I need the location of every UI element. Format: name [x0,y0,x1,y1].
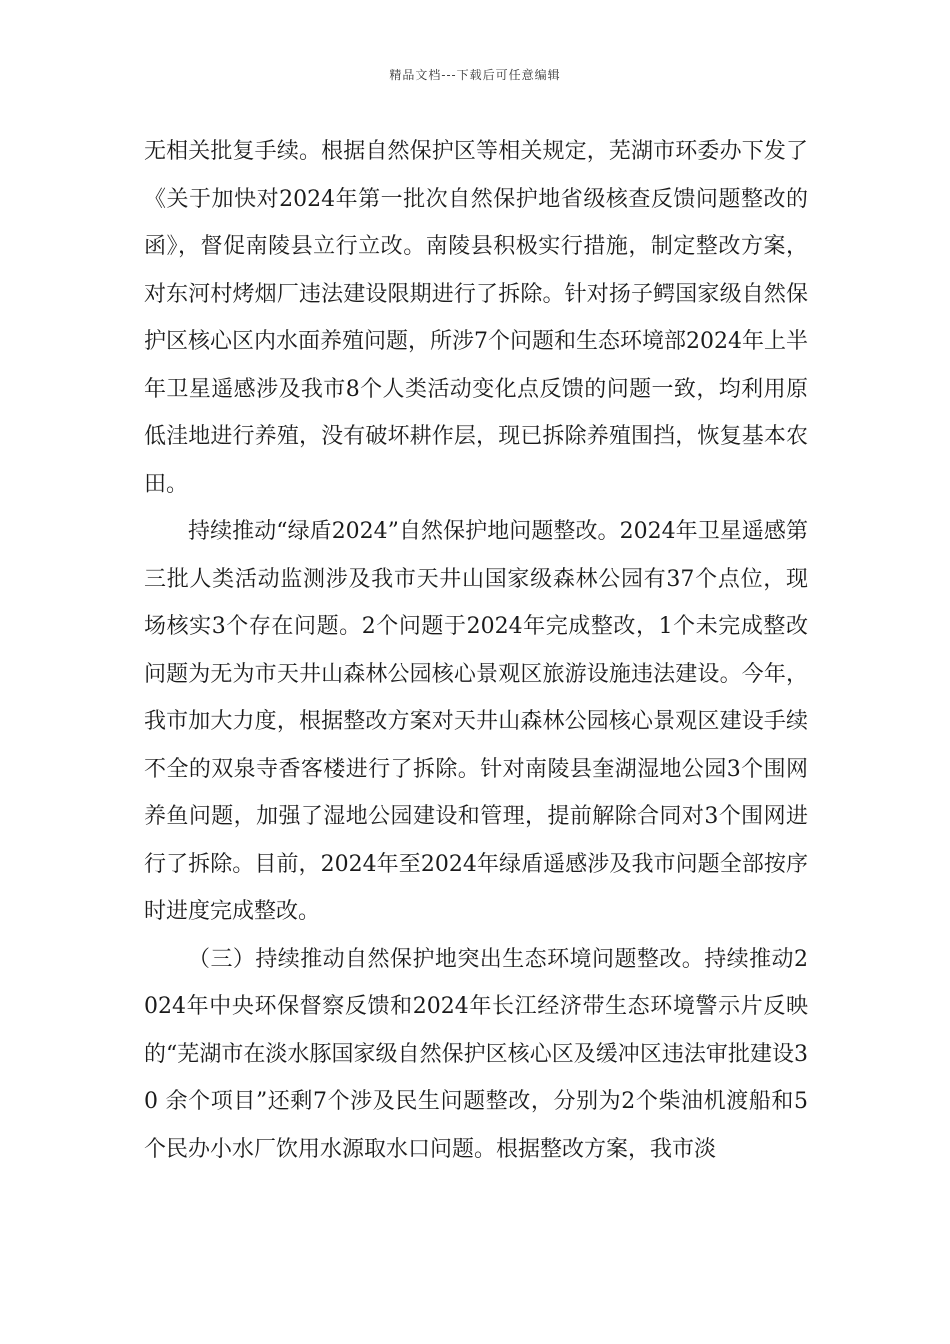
paragraph-3: （三）持续推动自然保护地突出生态环境问题整改。持续推动2024年中央环保督察反馈和2024年长江经济带生态环境警示片反映的“芜湖市在淡水豚国家级自然保护区核心区及缓冲区违法审批建设30 余个项目”还剩7个涉及民生问题整改，分别为2个柴油机渡船和5个民办小水厂饮用水源取水口问题。根据整改方案，我市淡 [144,946,808,1162]
page-header: 精品文档---下载后可任意编辑 [389,68,561,82]
paragraph-2: 持续推动“绿盾2024”自然保护地问题整改。2024年卫星遥感第三批人类活动监测涉及我市天井山国家级森林公园有37个点位，现场核实3个存在问题。2个问题于2024年完成整改，1个未完成整改问题为无为市天井山森林公园核心景观区旅游设施违法建设。今年，我市加大力度，根据整改方案对天井山森林公园核心景观区建设手续不全的双泉寺香客楼进行了拆除。针对南陵县奎湖湿地公园3个围网养鱼问题，加强了湿地公园建设和管理，提前解除合同对3个围网进行了拆除。目前，2024年至2024年绿盾遥感涉及我市问题全部按序时进度完成整改。 [144,519,808,924]
paragraph-1: 无相关批复手续。根据自然保护区等相关规定，芜湖市环委办下发了《关于加快对2024年第一批次自然保护地省级核查反馈问题整改的函》，督促南陵县立行立改。南陵县积极实行措施，制定整改方案，对东河村烤烟厂违法建设限期进行了拆除。针对扬子鳄国家级自然保护区核心区内水面养殖问题，所涉7个问题和生态环境部2024年上半年卫星遥感涉及我市8个人类活动变化点反馈的问题一致，均利用原低洼地进行养殖，没有破坏耕作层，现已拆除养殖围挡，恢复基本农田。 [144,139,808,497]
document-body [144,128,808,1173]
